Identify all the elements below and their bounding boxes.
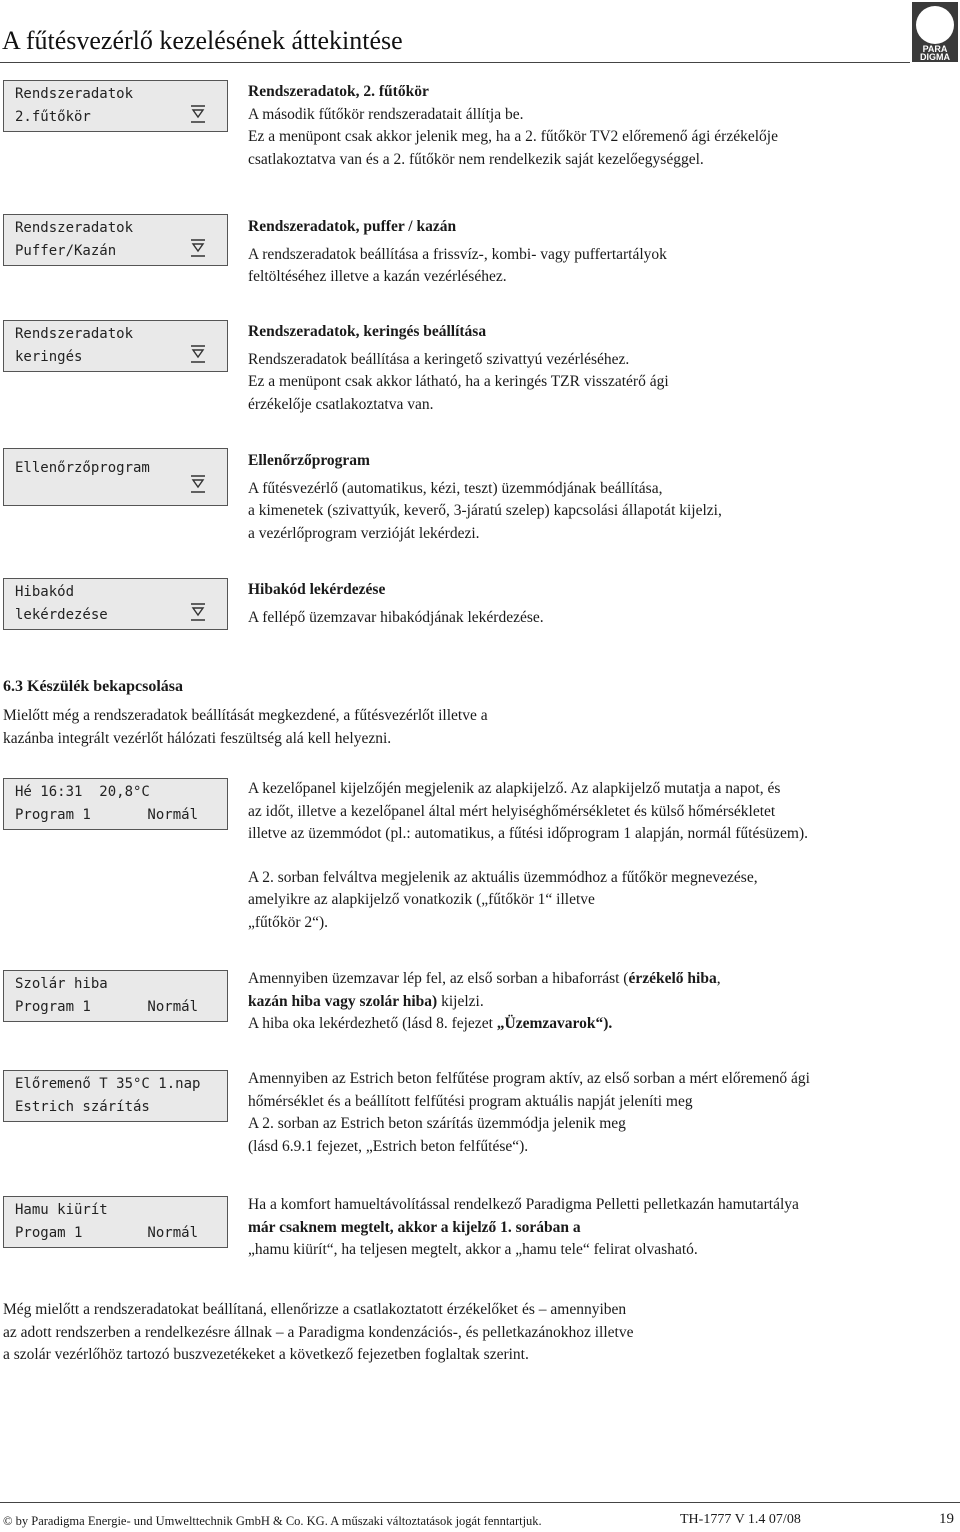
section-text-bold: már csaknem megtelt, akkor a kijelző 1. sorában a <box>248 1218 581 1236</box>
footer-copyright: © by Paradigma Energie- und Umwelttechnik GmbH & Co. KG. A műszaki változtatások jogát fenntartjuk. <box>3 1514 542 1528</box>
section-text: A kezelőpanel kijelzőjén megjelenik az alapkijelző. Az alapkijelző mutatja a napot, és <box>248 780 781 797</box>
section-heading: Rendszeradatok, puffer / kazán <box>248 218 457 235</box>
paragraph-line: az adott rendszerben a rendelkezésre állnak – a Paradigma kondenzációs-, és pelletkazánokhoz illetve <box>3 1323 634 1341</box>
lcd-line2: lekérdezése <box>15 607 108 623</box>
text-run-bold: érzékelő hiba <box>628 970 717 987</box>
paradigma-logo <box>912 2 958 62</box>
section-text <box>248 968 948 991</box>
logo-line2: DIGMA <box>920 52 950 62</box>
footer-rule <box>0 1502 960 1503</box>
footer-docid: TH-1777 V 1.4 07/08 <box>680 1512 801 1527</box>
lcd-line2-left: Program 1 <box>15 807 91 823</box>
scroll-down-icon <box>190 345 206 365</box>
lcd-display-basic <box>3 778 228 830</box>
section-ellenorzoprogram <box>248 450 948 545</box>
lcd-display-keringes <box>3 320 228 372</box>
text-run: Amennyiben üzemzavar lép fel, az első sorban a hibaforrást ( <box>248 970 629 987</box>
section-text: Rendszeradatok beállítása a keringető szivattyú vezérléséhez. <box>248 350 630 368</box>
lcd-line2-left: Program 1 <box>15 999 91 1015</box>
section-text: Ez a menüpont csak akkor jelenik meg, ha a 2. fűtőkör TV2 előremenő ági érzékelője <box>248 128 778 145</box>
section-heading: Ellenőrzőprogram <box>248 452 370 469</box>
lcd-line2: keringés <box>15 349 83 365</box>
logo-line1: PARA <box>922 44 948 54</box>
section-ash-display <box>248 1194 948 1262</box>
paragraph-line: a szolár vezérlőhöz tartozó buszvezetékeket a következő fejezetben foglaltak szerint. <box>3 1346 529 1363</box>
lcd-line2: Estrich szárítás <box>15 1099 150 1115</box>
section-text: A 2. sorban felváltva megjelenik az aktuális üzemmódhoz a fűtőkör megnevezése, <box>248 868 758 886</box>
lcd-line2-right: Normál <box>147 807 198 823</box>
section-hibakod <box>248 579 948 629</box>
lcd-line2: 2.fűtőkör <box>15 109 91 125</box>
lcd-line2-right: Normál <box>147 999 198 1015</box>
lcd-line2 <box>15 1224 216 1247</box>
lcd-line2-right: Normál <box>147 1225 198 1241</box>
section-text: Ez a menüpont csak akkor látható, ha a keringés TZR visszatérő ági <box>248 373 669 390</box>
section-basic-display <box>248 778 948 934</box>
lcd-line1: Hibakód <box>15 584 75 600</box>
lcd-display-ash <box>3 1196 228 1248</box>
page-title: A fűtésvezérlő kezelésének áttekintése <box>2 26 403 55</box>
lcd-display-hibakod <box>3 578 228 630</box>
lcd-display-estrich <box>3 1070 228 1122</box>
section-6-3-text <box>3 705 943 750</box>
lcd-display-error <box>3 970 228 1022</box>
section-text: a kimenetek (szivattyúk, keverő, 3-járatú szelep) kapcsolási állapotát kijelzi, <box>248 502 722 519</box>
lcd-line1: Rendszeradatok <box>15 220 134 236</box>
paragraph-line: kazánba integrált vezérlőt hálózati feszültség alá kell helyezni. <box>3 729 392 747</box>
section-text: (lásd 6.9.1 fejezet, „Estrich beton felfűtése“). <box>248 1137 529 1155</box>
lcd-line2-left: Progam 1 <box>15 1225 83 1241</box>
paragraph-line: Még mielőtt a rendszeradatokat beállítaná, ellenőrizze a csatlakoztatott érzékelőket és – amennyiben <box>3 1301 627 1318</box>
lcd-line2 <box>15 806 216 829</box>
lcd-line1: Rendszeradatok <box>15 326 134 342</box>
lcd-display-2-futokor <box>3 80 228 132</box>
text-run: A hiba oka lekérdezhető (lásd 8. fejezet <box>248 1015 497 1032</box>
lcd-line1: Hamu kiürít <box>15 1202 108 1218</box>
lcd-line2: Puffer/Kazán <box>15 243 117 259</box>
section-puffer-kazan <box>248 216 948 289</box>
section-text <box>248 991 948 1014</box>
text-run: , <box>716 970 721 987</box>
section-text: érzékelője csatlakoztatva van. <box>248 395 434 413</box>
section-text <box>248 1013 948 1036</box>
section-heading: Rendszeradatok, keringés beállítása <box>248 323 487 340</box>
section-text: feltöltéséhez illetve a kazán vezérléséhez. <box>248 268 507 285</box>
text-run-bold: kazán hiba vagy szolár hiba) <box>248 992 438 1010</box>
section-text: Ha a komfort hamueltávolítással rendelkező Paradigma Pelletti pelletkazán hamutartálya <box>248 1196 799 1213</box>
page-number: 19 <box>939 1511 954 1527</box>
section-estrich-display <box>248 1068 948 1158</box>
scroll-down-icon <box>190 105 206 125</box>
lcd-line1: Hé 16:31 20,8°C <box>15 784 150 800</box>
scroll-down-icon <box>190 603 206 623</box>
section-6-3-heading: 6.3 Készülék bekapcsolása <box>3 678 184 695</box>
paragraph-line: Mielőtt még a rendszeradatok beállítását megkezdené, a fűtésvezérlőt illetve a <box>3 707 488 724</box>
lcd-display-ellenorzoprogram <box>3 448 228 506</box>
section-error-display <box>248 968 948 1036</box>
lcd-line2 <box>15 482 216 505</box>
header-rule <box>0 62 910 63</box>
section-text: A 2. sorban az Estrich beton szárítás üzemmódja jelenik meg <box>248 1115 626 1132</box>
section-text: „hamu kiürít“, ha teljesen megtelt, akkor a „hamu tele“ felirat olvasható. <box>248 1241 698 1258</box>
section-text: a vezérlőprogram verzióját lekérdezi. <box>248 524 480 542</box>
section-heading: Rendszeradatok, 2. fűtőkör <box>248 83 429 100</box>
section-2-futokor <box>248 81 948 171</box>
section-text: A fellépő üzemzavar hibakódjának lekérdezése. <box>248 608 544 626</box>
lcd-line1: Ellenőrzőprogram <box>15 460 150 476</box>
lcd-line1: Előremenő T 35°C 1.nap <box>15 1076 201 1092</box>
scroll-down-icon <box>190 239 206 259</box>
lcd-line1: Szolár hiba <box>15 976 108 992</box>
section-text: hőmérséklet és a beállított felfűtési program aktuális napját jeleníti meg <box>248 1092 693 1110</box>
section-text: amelyikre az alapkijelző vonatkozik („fűtőkör 1“ illetve <box>248 891 595 908</box>
section-text: Amennyiben az Estrich beton felfűtése program aktív, az első sorban a mért előremenő ági <box>248 1070 810 1087</box>
closing-paragraph <box>3 1299 943 1367</box>
section-text: „fűtőkör 2“). <box>248 913 329 931</box>
section-text: az időt, illetve a kezelőpanel által mért helyiséghőmérsékletet és külső hőmérsékletet <box>248 802 776 820</box>
section-text: illetve az üzemmódot (pl.: automatikus, a fűtési időprogram 1 alapján, normál fűtésüzem). <box>248 825 808 842</box>
section-heading: Hibakód lekérdezése <box>248 581 386 598</box>
lcd-line2 <box>15 998 216 1021</box>
section-text: A rendszeradatok beállítása a frissvíz-, kombi- vagy puffertartályok <box>248 245 667 263</box>
section-keringes <box>248 321 948 416</box>
lcd-line1: Rendszeradatok <box>15 86 134 102</box>
section-text: A második fűtőkör rendszeradatait állítja be. <box>248 105 524 123</box>
text-run: kijelzi. <box>437 992 484 1010</box>
logo-disc <box>916 6 954 44</box>
scroll-down-icon <box>190 475 206 495</box>
section-text: csatlakoztatva van és a 2. fűtőkör nem rendelkezik saját kezelőegységgel. <box>248 150 704 168</box>
lcd-display-puffer-kazan <box>3 214 228 266</box>
section-text: A fűtésvezérlő (automatikus, kézi, teszt) üzemmódjának beállítása, <box>248 479 663 497</box>
text-run-bold: „Üzemzavarok“). <box>496 1015 613 1032</box>
